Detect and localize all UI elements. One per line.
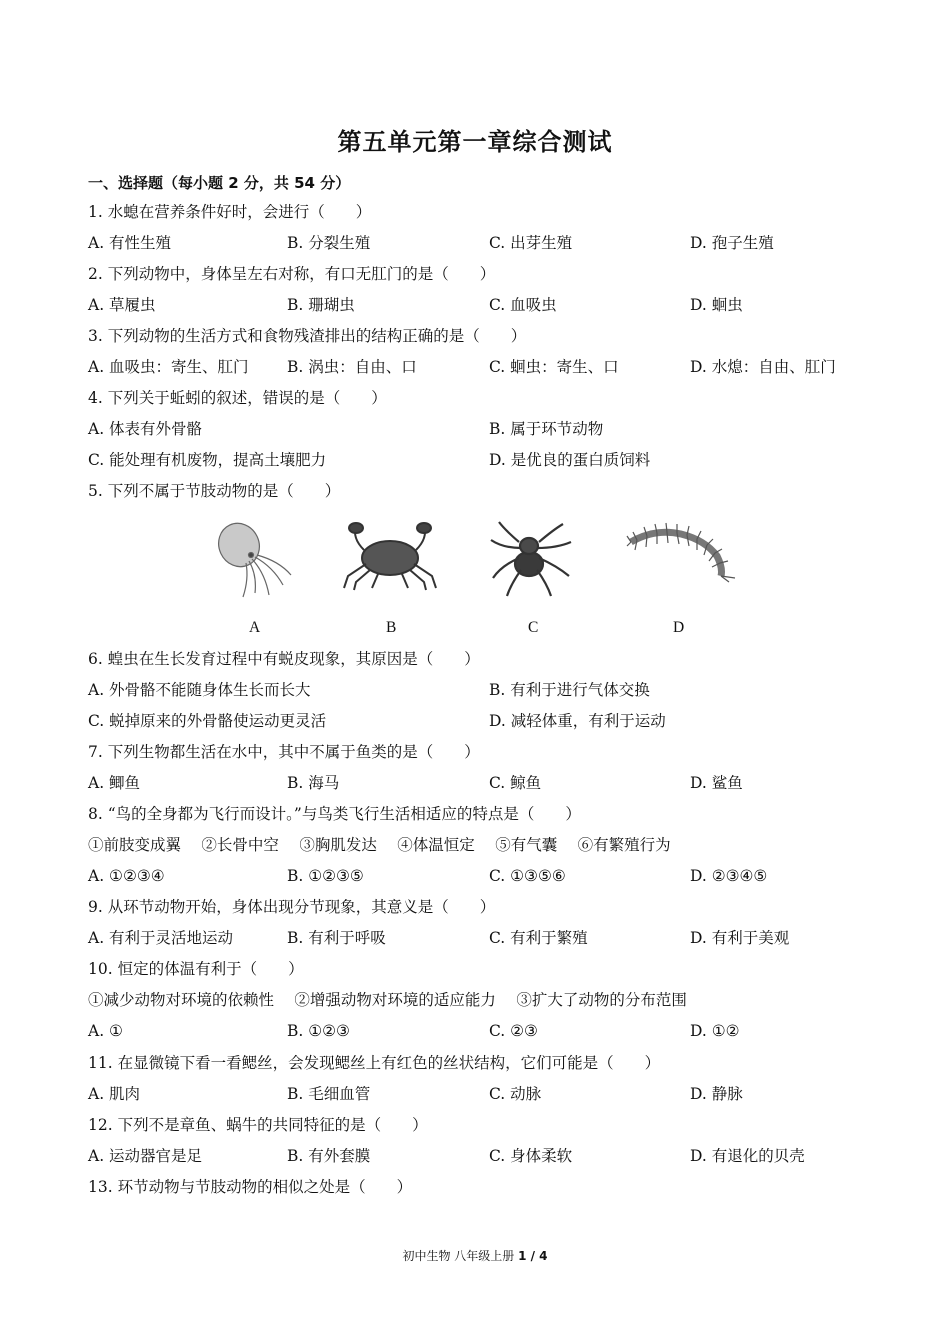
q11-option-d: D. 静脉 [690, 1085, 743, 1103]
q11-option-b: B. 毛细血管 [287, 1085, 371, 1103]
q9-option-c: C. 有利于繁殖 [489, 929, 588, 947]
question-13-stem: 13. 环节动物与节肢动物的相似之处是（ ） [88, 1178, 413, 1196]
crab-image [338, 520, 443, 592]
q3-option-c: C. 蛔虫：寄生、口 [489, 358, 619, 376]
q1-option-c: C. 出芽生殖 [489, 234, 573, 252]
question-10-stem: 10. 恒定的体温有利于（ ） [88, 960, 304, 978]
question-12-stem: 12. 下列不是章鱼、蜗牛的共同特征的是（ ） [88, 1116, 428, 1134]
image-label-d: D [673, 619, 685, 636]
centipede-image [625, 508, 745, 583]
spider-image [485, 518, 580, 598]
q12-option-a: A. 运动器官是足 [88, 1147, 203, 1165]
q11-option-c: C. 动脉 [489, 1085, 542, 1103]
q8-option-b: B. ①②③⑤ [287, 867, 364, 885]
question-8-stem: 8. “鸟的全身都为飞行而设计。”与鸟类飞行生活相适应的特点是（ ） [88, 805, 581, 823]
q2-option-d: D. 蛔虫 [690, 296, 743, 314]
q12-option-b: B. 有外套膜 [287, 1147, 371, 1165]
q3-option-b: B. 涡虫：自由、口 [287, 358, 417, 376]
page-footer [0, 1247, 950, 1264]
q8-items: ①前肢变成翼 ②长骨中空 ③胸肌发达 ④体温恒定 ⑤有气囊 ⑥有繁殖行为 [88, 836, 671, 854]
q10-option-a: A. ① [88, 1022, 123, 1040]
q9-option-b: B. 有利于呼吸 [287, 929, 386, 947]
q6-option-c: C. 蜕掉原来的外骨骼使运动更灵活 [88, 712, 327, 730]
image-label-a: A [249, 619, 261, 636]
section-heading: 一、选择题（每小题 2 分，共 54 分） [88, 174, 351, 192]
q1-option-d: D. 孢子生殖 [690, 234, 774, 252]
question-9-stem: 9. 从环节动物开始，身体出现分节现象，其意义是（ ） [88, 898, 496, 916]
q7-option-c: C. 鲸鱼 [489, 774, 542, 792]
q7-option-d: D. 鲨鱼 [690, 774, 743, 792]
q12-option-d: D. 有退化的贝壳 [690, 1147, 805, 1165]
q10-items: ①减少动物对环境的依赖性 ②增强动物对环境的适应能力 ③扩大了动物的分布范围 [88, 991, 687, 1009]
q6-option-a: A. 外骨骼不能随身体生长而长大 [88, 681, 311, 699]
question-7-stem: 7. 下列生物都生活在水中，其中不属于鱼类的是（ ） [88, 743, 480, 761]
question-6-stem: 6. 蝗虫在生长发育过程中有蜕皮现象，其原因是（ ） [88, 650, 480, 668]
q10-option-b: B. ①②③ [287, 1022, 350, 1040]
q6-option-b: B. 有利于进行气体交换 [489, 681, 650, 699]
page-title: 第五单元第一章综合测试 [337, 127, 613, 156]
question-4-stem: 4. 下列关于蚯蚓的叙述，错误的是（ ） [88, 389, 387, 407]
question-5-stem: 5. 下列不属于节肢动物的是（ ） [88, 482, 341, 500]
q12-option-c: C. 身体柔软 [489, 1147, 573, 1165]
question-2-stem: 2. 下列动物中，身体呈左右对称，有口无肛门的是（ ） [88, 265, 496, 283]
q9-option-d: D. 有利于美观 [690, 929, 790, 947]
q7-option-b: B. 海马 [287, 774, 340, 792]
q2-option-a: A. 草履虫 [88, 296, 156, 314]
q4-option-c: C. 能处理有机废物，提高土壤肥力 [88, 451, 327, 469]
q9-option-a: A. 有利于灵活地运动 [88, 929, 234, 947]
q10-option-d: D. ①② [690, 1022, 740, 1040]
q3-option-a: A. 血吸虫：寄生、肛门 [88, 358, 249, 376]
question-11-stem: 11. 在显微镜下看一看鳃丝，会发现鳃丝上有红色的丝状结构，它们可能是（ ） [88, 1054, 661, 1072]
q8-option-c: C. ①③⑤⑥ [489, 867, 566, 885]
q1-option-b: B. 分裂生殖 [287, 234, 371, 252]
q7-option-a: A. 鲫鱼 [88, 774, 141, 792]
page-number: 1 / 4 [518, 1249, 548, 1263]
q10-option-c: C. ②③ [489, 1022, 538, 1040]
q8-option-d: D. ②③④⑤ [690, 867, 768, 885]
q4-option-b: B. 属于环节动物 [489, 420, 604, 438]
q4-option-a: A. 体表有外骨骼 [88, 420, 203, 438]
question-3-stem: 3. 下列动物的生活方式和食物残渣排出的结构正确的是（ ） [88, 327, 527, 345]
q2-option-c: C. 血吸虫 [489, 296, 557, 314]
q11-option-a: A. 肌肉 [88, 1085, 141, 1103]
q6-option-d: D. 减轻体重，有利于运动 [489, 712, 666, 730]
image-label-c: C [528, 619, 539, 636]
q3-option-d: D. 水熄：自由、肛门 [690, 358, 836, 376]
squid-image [205, 515, 300, 605]
q2-option-b: B. 珊瑚虫 [287, 296, 355, 314]
image-label-b: B [386, 619, 397, 636]
q8-option-a: A. ①②③④ [88, 867, 165, 885]
question-1-stem: 1. 水螅在营养条件好时，会进行（ ） [88, 203, 372, 221]
q1-option-a: A. 有性生殖 [88, 234, 172, 252]
footer-text: 初中生物 八年级上册 [402, 1249, 519, 1263]
q4-option-d: D. 是优良的蛋白质饲料 [489, 451, 651, 469]
